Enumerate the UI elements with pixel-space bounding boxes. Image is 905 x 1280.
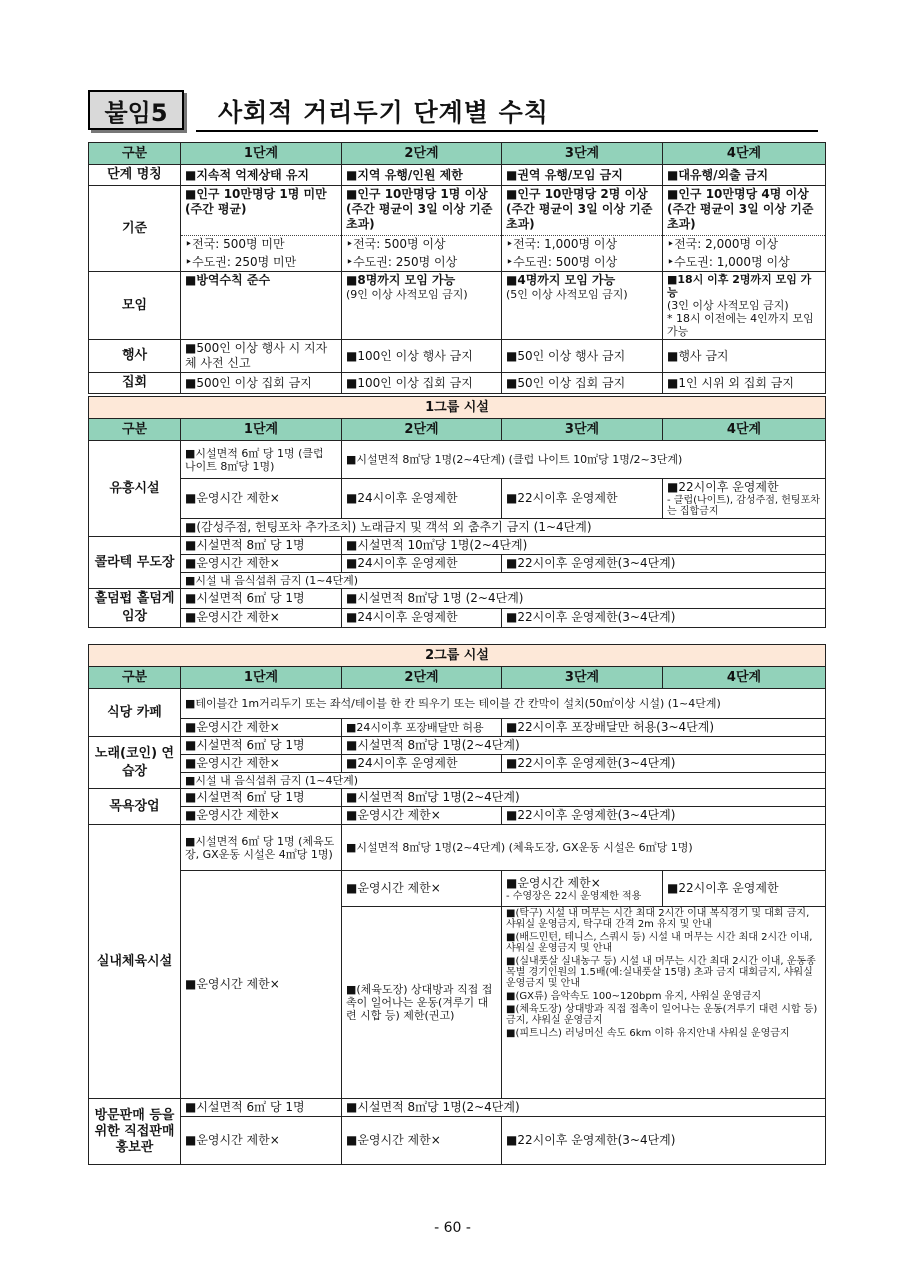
criteria-nation-1: ‣전국: 500명 미만 [181,236,342,254]
rally-2: ■100인 이상 집회 금지 [342,373,502,394]
karaoke-hours-3: ■22시이후 운영제한(3~4단계) [502,755,826,773]
indoor-sports-hours-4: ■22시이후 운영제한 [663,871,826,907]
row-label-rally: 집회 [89,373,181,394]
bath-area-1: ■시설면적 6㎡ 당 1명 [181,789,342,807]
meeting-3-main: ■4명까지 모임 가능 [506,273,616,287]
header-stage3: 3단계 [502,143,663,165]
entertainment-area-1: ■시설면적 6㎡ 당 1명 (클럽 나이트 8㎡당 1명) [181,441,342,479]
appendix-tag: 붙임5 [88,90,184,130]
colatec-hours-3: ■22시이후 운영제한(3~4단계) [502,555,826,573]
entertainment-extra: ■(감성주점, 헌팅포차 추가조치) 노래금지 및 객석 외 춤추기 금지 (1~4단계) [181,519,826,537]
meeting-1: ■방역수칙 준수 [181,272,342,340]
meeting-2-main: ■8명까지 모임 가능 [346,273,456,287]
row-label-criteria: 기준 [89,186,181,272]
meeting-4-sub: (3인 이상 사적모임 금지) [667,299,789,312]
general-table [88,142,826,394]
group2-title: 2그룹 시설 [89,645,826,667]
event-2: ■100인 이상 행사 금지 [342,340,502,373]
meeting-2-sub: (9인 이상 사적모임 금지) [346,288,468,301]
entertainment-label: 유흥시설 [89,441,181,537]
rally-4: ■1인 시위 외 집회 금지 [663,373,826,394]
colatec-hours-1: ■운영시간 제한× [181,555,342,573]
stage-name-3: ■권역 유행/모임 금지 [502,165,663,186]
bath-hours-3: ■22시이후 운영제한(3~4단계) [502,807,826,825]
karaoke-area-1: ■시설면적 6㎡ 당 1명 [181,737,342,755]
entertainment-hours-4 [663,479,826,519]
header-stage4: 4단계 [663,143,826,165]
indoor-sports-contact-34 [502,907,826,1099]
entertainment-area-2: ■시설면적 8㎡당 1명(2~4단계) (클럽 나이트 10㎡당 1명/2~3단계) [342,441,826,479]
criteria-2: ■인구 10만명당 1명 이상 (주간 평균이 3일 이상 기준 초과) [342,186,502,236]
meeting-4 [663,272,826,340]
criteria-nation-4: ‣전국: 2,000명 이상 [663,236,826,254]
meeting-4-note: * 18시 이전에는 4인까지 모임 가능 [667,312,814,338]
indoor-sports-hours-3-main: ■운영시간 제한× [506,875,601,890]
indoor-rule-futsal: ■(실내풋살 실내농구 등) 시설 내 머무는 시간 최대 2시간 이내, 운동종목별 경기인원의 1.5배(예:실내풋살 15명) 초과 금지 대회금지, 샤워실 운영금지 및 안내 [506,956,816,989]
entertainment-hours-4-main: ■22시이후 운영제한 [667,480,779,494]
g2-header-stage4: 4단계 [663,667,826,689]
g1-header-stage1: 1단계 [181,419,342,441]
group1-table [88,396,826,628]
indoor-sports-area-2: ■시설면적 8㎡당 1명(2~4단계) (체육도장, GX운동 시설은 6㎡당 1명) [342,825,826,871]
indoor-rule-gx: ■(GX류) 음악속도 100~120bpm 유지, 샤워실 운영금지 [506,991,762,1002]
g1-header-stage4: 4단계 [663,419,826,441]
stage-name-2: ■지역 유행/인원 제한 [342,165,502,186]
bath-hours-1: ■운영시간 제한× [181,807,342,825]
g1-header-gubun: 구분 [89,419,181,441]
sales-hours-3: ■22시이후 운영제한(3~4단계) [502,1117,826,1165]
header-stage1: 1단계 [181,143,342,165]
criteria-1: ■인구 10만명당 1명 미만 (주간 평균) [181,186,342,236]
holdem-label: 홀덤펍 홀덤게임장 [89,589,181,628]
entertainment-hours-1: ■운영시간 제한× [181,479,342,519]
karaoke-food: ■시설 내 음식섭취 금지 (1~4단계) [181,773,826,789]
criteria-capital-1: ‣수도권: 250명 미만 [181,254,342,272]
g2-header-stage1: 1단계 [181,667,342,689]
indoor-rule-fitness: ■(피트니스) 러닝머신 속도 6km 이하 유지안내 샤워실 운영금지 [506,1028,790,1039]
bath-area-2: ■시설면적 8㎡당 1명(2~4단계) [342,789,826,807]
entertainment-hours-4-sub: - 클럽(나이트), 감성주점, 헌팅포차는 집합금지 [667,495,820,517]
holdem-area-1: ■시설면적 6㎡ 당 1명 [181,589,342,609]
holdem-hours-1: ■운영시간 제한× [181,608,342,628]
criteria-nation-3: ‣전국: 1,000명 이상 [502,236,663,254]
header-stage2: 2단계 [342,143,502,165]
bath-label: 목욕장업 [89,789,181,825]
event-3: ■50인 이상 행사 금지 [502,340,663,373]
colatec-area-1: ■시설면적 8㎡ 당 1명 [181,537,342,555]
criteria-4: ■인구 10만명당 4명 이상 (주간 평균이 3일 이상 기준 초과) [663,186,826,236]
criteria-capital-2: ‣수도권: 250명 이상 [342,254,502,272]
holdem-hours-3: ■22시이후 운영제한(3~4단계) [502,608,826,628]
criteria-nation-2: ‣전국: 500명 이상 [342,236,502,254]
holdem-hours-2: ■24시이후 운영제한 [342,608,502,628]
group1-title: 1그룹 시설 [89,397,826,419]
colatec-area-2: ■시설면적 10㎡당 1명(2~4단계) [342,537,826,555]
meeting-3-sub: (5인 이상 사적모임 금지) [506,288,628,301]
indoor-sports-label: 실내체육시설 [89,825,181,1099]
karaoke-label: 노래(코인) 연습장 [89,737,181,789]
indoor-rule-tabletennis: ■(탁구) 시설 내 머무는 시간 최대 2시간 이내 복식경기 및 대회 금지, 샤워실 운영금지, 탁구대 간격 2m 유지 및 안내 [506,908,810,930]
sales-area-2: ■시설면적 8㎡당 1명(2~4단계) [342,1099,826,1117]
row-label-meeting: 모임 [89,272,181,340]
g2-header-stage3: 3단계 [502,667,663,689]
rally-3: ■50인 이상 집회 금지 [502,373,663,394]
karaoke-hours-2: ■24시이후 운영제한 [342,755,502,773]
group2-table [88,644,826,1165]
indoor-sports-contact-2: ■(체육도장) 상대방과 직접 접촉이 일어나는 운동(겨루기 대련 시합 등) 제한(권고) [342,907,502,1099]
stage-name-4: ■대유행/외출 금지 [663,165,826,186]
karaoke-area-2: ■시설면적 8㎡당 1명(2~4단계) [342,737,826,755]
sales-hours-2: ■운영시간 제한× [342,1117,502,1165]
page-title: 사회적 거리두기 단계별 수칙 [218,98,549,127]
meeting-2 [342,272,502,340]
entertainment-hours-2: ■24시이후 운영제한 [342,479,502,519]
bath-hours-2: ■운영시간 제한× [342,807,502,825]
event-4: ■행사 금지 [663,340,826,373]
page-number: - 60 - [434,1220,471,1236]
title-underline [196,130,818,132]
criteria-3: ■인구 10만명당 2명 이상 (주간 평균이 3일 이상 기준 초과) [502,186,663,236]
g1-header-stage2: 2단계 [342,419,502,441]
indoor-sports-hours-3-sub: - 수영장은 22시 운영제한 적용 [506,890,642,902]
indoor-sports-hours-2: ■운영시간 제한× [342,871,502,907]
sales-hours-1: ■운영시간 제한× [181,1117,342,1165]
row-label-event: 행사 [89,340,181,373]
cafe-hours-1: ■운영시간 제한× [181,719,342,737]
entertainment-hours-3: ■22시이후 운영제한 [502,479,663,519]
rally-1: ■500인 이상 집회 금지 [181,373,342,394]
indoor-sports-area-1: ■시설면적 6㎡ 당 1명 (체육도장, GX운동 시설은 4㎡당 1명) [181,825,342,871]
event-1: ■500인 이상 행사 시 지자체 사전 신고 [181,340,342,373]
indoor-sports-hours-3 [502,871,663,907]
g1-header-stage3: 3단계 [502,419,663,441]
karaoke-hours-1: ■운영시간 제한× [181,755,342,773]
meeting-4-main: ■18시 이후 2명까지 모임 가능 [667,273,812,299]
sales-area-1: ■시설면적 6㎡ 당 1명 [181,1099,342,1117]
header-gubun: 구분 [89,143,181,165]
indoor-sports-hours-1: ■운영시간 제한× [181,871,342,1099]
cafe-label: 식당 카페 [89,689,181,737]
cafe-table-rule: ■테이블간 1m거리두기 또는 좌석/테이블 한 칸 띄우기 또는 테이블 간 칸막이 설치(50㎡이상 시설) (1~4단계) [181,689,826,719]
g2-header-gubun: 구분 [89,667,181,689]
meeting-3 [502,272,663,340]
g2-header-stage2: 2단계 [342,667,502,689]
colatec-food: ■시설 내 음식섭취 금지 (1~4단계) [181,573,826,589]
indoor-rule-dojo: ■(체육도장) 상대방과 직접 접촉이 일어나는 운동(겨루기 대련 시합 등) 금지, 샤워실 운영금지 [506,1004,818,1026]
row-label-stage-name: 단계 명칭 [89,165,181,186]
stage-name-1: ■지속적 억제상태 유지 [181,165,342,186]
cafe-hours-3: ■22시이후 포장배달만 허용(3~4단계) [502,719,826,737]
criteria-capital-3: ‣수도권: 500명 이상 [502,254,663,272]
cafe-hours-2: ■24시이후 포장배달만 허용 [342,719,502,737]
holdem-area-2: ■시설면적 8㎡당 1명 (2~4단계) [342,589,826,609]
sales-label: 방문판매 등을 위한 직접판매 홍보관 [89,1099,181,1165]
colatec-label: 콜라텍 무도장 [89,537,181,589]
colatec-hours-2: ■24시이후 운영제한 [342,555,502,573]
indoor-rule-badminton: ■(배드민턴, 테니스, 스쿼시 등) 시설 내 머무는 시간 최대 2시간 이내, 샤워실 운영금지 및 안내 [506,932,813,954]
criteria-capital-4: ‣수도권: 1,000명 이상 [663,254,826,272]
